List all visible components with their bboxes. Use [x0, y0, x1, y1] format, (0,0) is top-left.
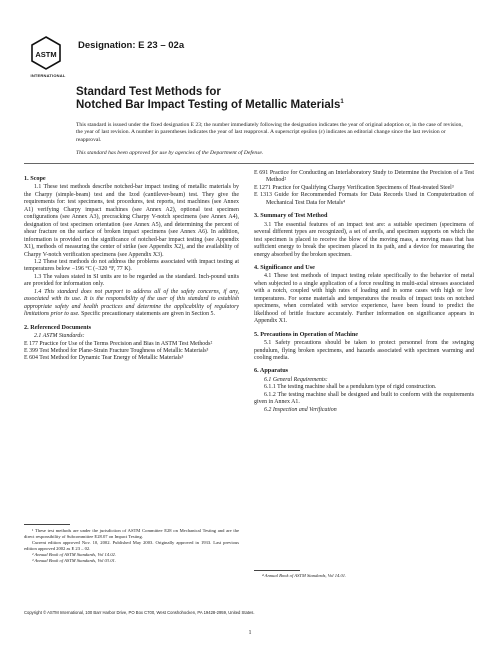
footnote-1: ¹ These test methods are under the jurisdiction of ASTM Committee E28 on Mechanical Testing and are the direct responsibility of Subcommittee E28.07 on Impact Testing. [24, 528, 239, 540]
para-1-3: 1.3 The values stated in SI units are to be regarded as the standard. Inch-pound units are provided for information only. [24, 273, 239, 288]
header-divider [24, 163, 474, 164]
para-1-1: 1.1 These test methods describe notched-bar impact testing of metallic materials by the Charpy (simple-beam) test and the Izod (cantilever-beam) test. They give the requirements for: test specimens, test procedures, test reports, test machines (see Annex A1) verifying Charpy impact machines (see Annex A2), optional test specimen configurations (see Annex A3), precracking Charpy V-notch specimens (see Annex A4), designation of test specimen orientation (see Annex A5), and determining the percent of shear fracture on the surface of broken impact specimens (see Annex A6). In addition, information is provided on the significance of notched-bar impact testing (see Appendix X1), methods of measuring the center of strike (see Appendix X2), and the availability of Charpy V-notch verification specimens (see Appendix X3). [24, 184, 239, 258]
astm-logo-icon [30, 36, 62, 78]
para-5-1: 5.1 Safety precautions should be taken to protect personnel from the swinging pendulum, flying broken specimens, and hazards associated with specimen warming and cooling media. [254, 340, 474, 361]
reference-e177: E 177 Practice for Use of the Terms Precision and Bias in ASTM Test Methods² [24, 340, 213, 347]
section-5-heading: 5. Precautions in Operation of Machine [254, 330, 359, 338]
left-column [24, 170, 239, 363]
right-column [254, 170, 474, 414]
footnote-divider [24, 524, 70, 525]
reference-e691: E 691 Practice for Conducting an Interlaboratory Study to Determine the Precision of a Test Method² [254, 170, 474, 184]
para-6-1-1: 6.1.1 The testing machine shall be a pendulum type of rigid construction. [264, 384, 437, 391]
section-3-heading: 3. Summary of Test Method [254, 212, 328, 220]
title-line-2: Notched Bar Impact Testing of Metallic Materials$^1$ [76, 99, 344, 111]
para-2-1: 2.1 ASTM Standards: [34, 333, 85, 340]
footnote-divider-right [254, 570, 300, 571]
footnote-2: ² Annual Book of ASTM Standards, Vol 14.02. [32, 552, 116, 558]
svg-text:ASTM: ASTM [35, 50, 57, 59]
logo-subtitle: INTERNATIONAL [30, 73, 66, 78]
dod-approval-note: This standard has been approved for use by agencies of the Department of Defense. [76, 150, 264, 156]
para-6-2: 6.2 Inspection and Verification [264, 406, 337, 413]
para-4-1: 4.1 These test methods of impact testing relate specifically to the behavior of metal when subjected to a single application of a force resulting in multi-axial stresses associated with a notch, coupled with high rates of loading and in some cases with high or low temperatures. For some materials and temperatures the results of impact tests on notched specimens, when correlated with service experience, have been found to predict the likelihood of brittle fracture accurately. Further information on significance appears in Appendix X1. [254, 273, 474, 325]
para-6-1: 6.1 General Requirements: [264, 376, 328, 383]
para-3-1: 3.1 The essential features of an impact test are: a suitable specimen (specimens of several different types are recognized), a set of anvils, and specimen supports on which the test specimen is placed to receive the blow of the moving mass, a moving mass that has sufficient energy to break the specimen placed in its path, and a device for measuring the energy absorbed by the broken specimen. [254, 221, 474, 258]
para-1-4: 1.4 This standard does not purport to address all of the safety concerns, if any, associated with its use. It is the responsibility of the user of this standard to establish appropriate safety and health practices and determine the applicability of regulatory limitations prior to use. Specific precautionary statements are given in Section 5. [24, 288, 239, 318]
footnote-1b: Current edition approved Nov. 10, 2002. Published May 2003. Originally approved in 1933. Last previous edition approved 2002 as E 23 – 02. [24, 540, 239, 552]
footnotes [24, 528, 239, 565]
designation-notice: This standard is issued under the fixed designation E 23; the number immediately following the designation indicates the year of original adoption or, in the case of revision, the year of last revision. A number in parentheses indicates the year of last reapproval. A superscript epsilon (ε) indicates an editorial change since the last revision or reapproval. [76, 122, 463, 143]
footnote-4: ⁴ Annual Book of ASTM Standards, Vol 14.01. [262, 573, 347, 578]
reference-e1271: E 1271 Practice for Qualifying Charpy Verification Specimens of Heat-treated Steel³ [254, 184, 454, 191]
para-6-1-2: 6.1.2 The testing machine shall be designed and built to conform with the requirements given in Annex A1. [254, 391, 474, 406]
page-number: 1 [248, 630, 252, 636]
footnote-3: ³ Annual Book of ASTM Standards, Vol 03.01. [32, 558, 116, 564]
reference-e399: E 399 Test Method for Plane-Strain Fracture Toughness of Metallic Materials³ [24, 347, 209, 354]
section-6-heading: 6. Apparatus [254, 367, 289, 375]
para-1-2: 1.2 These test methods do not address the problems associated with impact testing at temperatures below −196 °C (−320 °F, 77 K). [24, 258, 239, 273]
copyright-line: Copyright © ASTM International, 100 Barr Harbor Drive, PO Box C700, West Conshohocken, PA 19428-2959, United States. [24, 610, 255, 615]
title-line-1: Standard Test Methods for [76, 86, 221, 98]
reference-e604: E 604 Test Method for Dynamic Tear Energy of Metallic Materials³ [24, 355, 184, 362]
section-4-heading: 4. Significance and Use [254, 263, 315, 271]
section-1-heading: 1. Scope [24, 175, 46, 182]
section-2-heading: 2. Referenced Documents [24, 323, 92, 331]
designation: Designation: E 23 – 02a [78, 40, 185, 51]
reference-e1313: E 1313 Guide for Recommended Formats for Data Records Used in Computerization of Mechanical Test Data for Metals⁴ [254, 192, 474, 206]
